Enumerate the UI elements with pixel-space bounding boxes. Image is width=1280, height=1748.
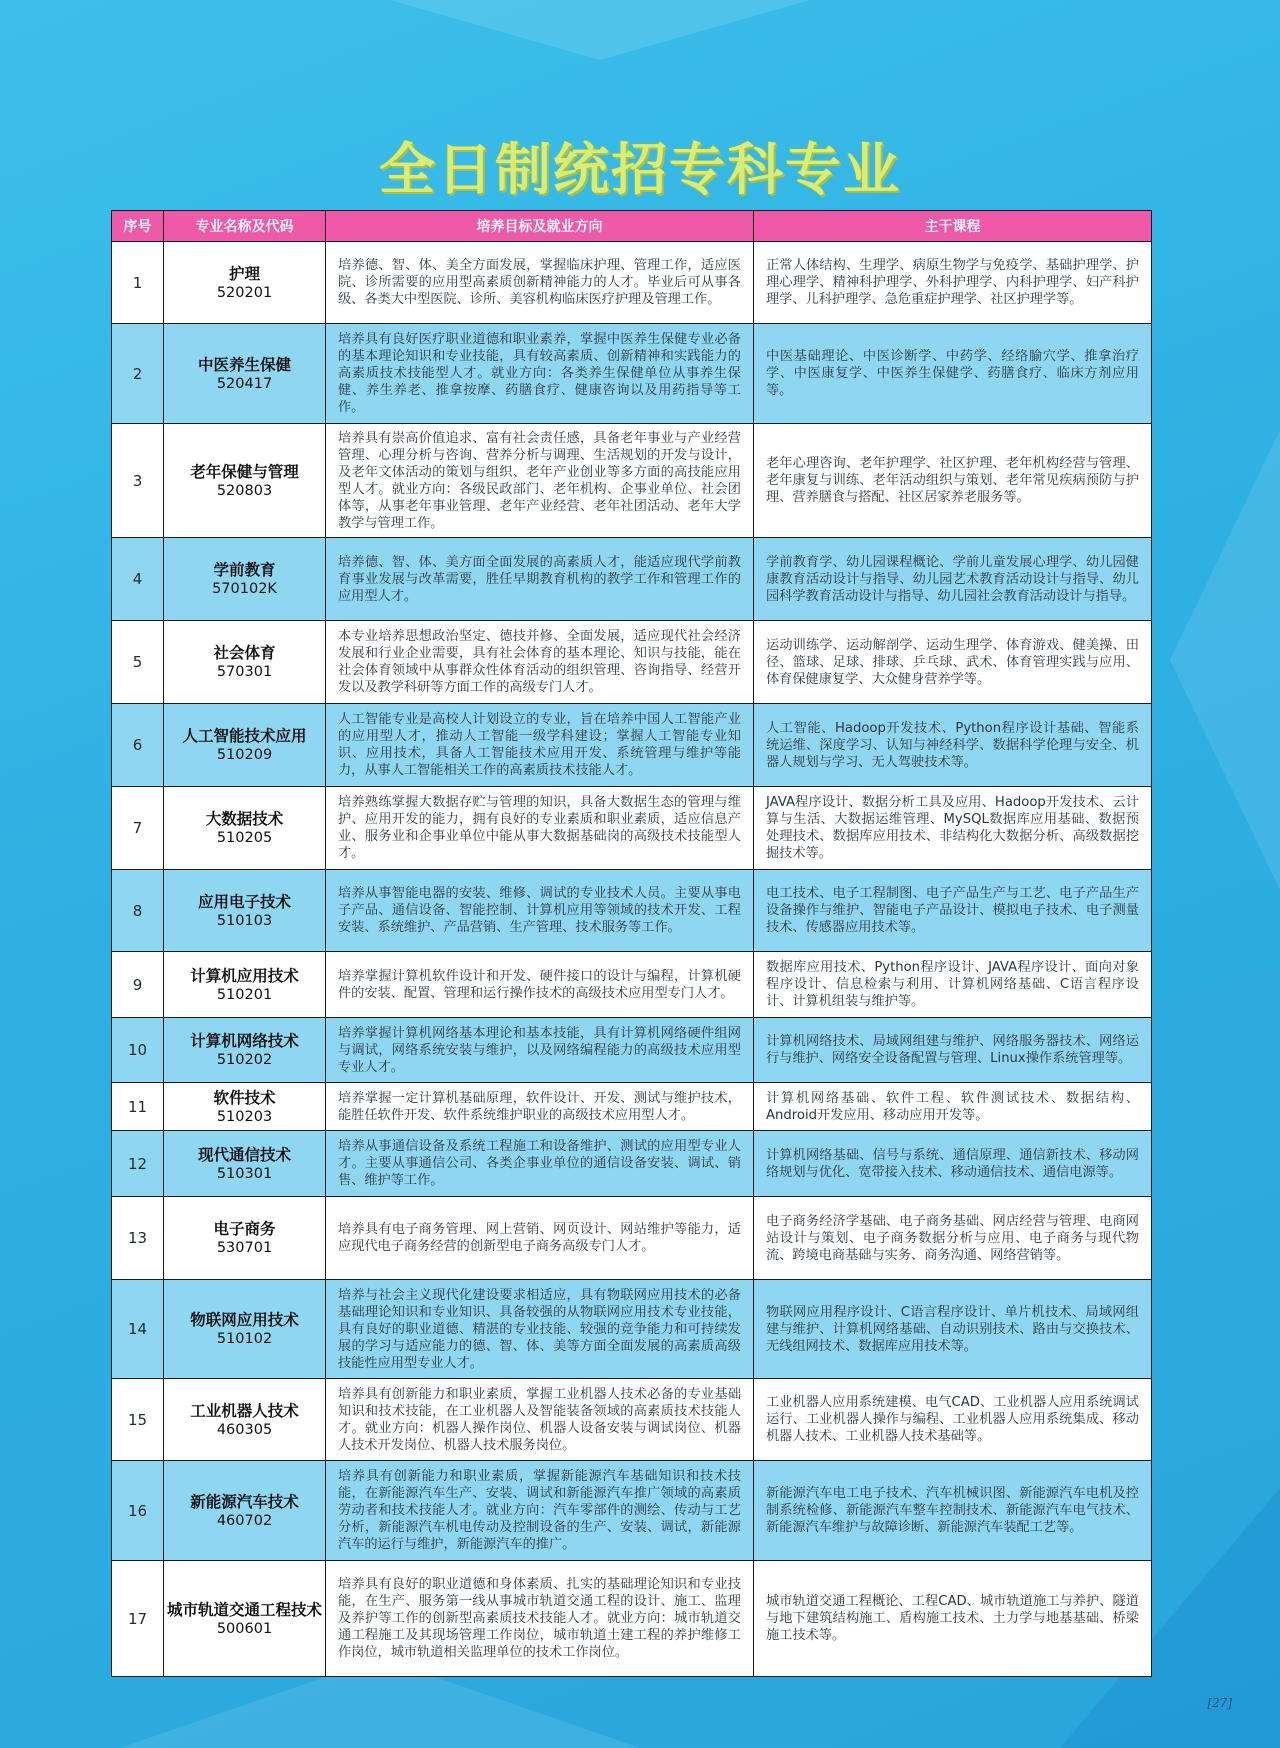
row-index: 1 [112, 242, 164, 324]
table-row [112, 621, 1152, 704]
goals-text: 培养具有崇高价值追求、富有社会责任感，具备老年事业与产业经营管理、心理分析与咨询、营养分析与调理、生活规划的开发与设计，及老年文体活动的策划与组织、老年产业创业等多方面的高技能应用型人才。就业方向：各级民政部门、老年机构、企事业单位、社会团体等，从事老年事业管理、老年产业经营、老年社团活动、老年大学教学与管理工作。 [326, 424, 754, 538]
major-code: 510201 [216, 986, 273, 1003]
goals-text: 培养与社会主义现代化建设要求相适应，具有物联网应用技术的必备基础理论知识和专业知识、具备较强的从物联网应用技术专业技能，具有良好的职业道德、精湛的专业技能、较强的竞争能力和可持续发展的学习与适应能力的德、智、体、美等方面全面发展的高素质高级技能性应用型专业人才。 [326, 1280, 754, 1379]
table-row [112, 787, 1152, 870]
page-title: 全日制统招专科专业 [379, 138, 901, 203]
row-index: 9 [112, 952, 164, 1018]
major-name: 物联网应用技术 [190, 1311, 299, 1329]
table-row [112, 952, 1152, 1018]
row-index: 3 [112, 424, 164, 538]
major-code: 510202 [216, 1052, 273, 1068]
major-name: 城市轨道交通工程技术 [166, 1600, 322, 1619]
table-row [112, 1280, 1152, 1379]
page-number: [27] [1207, 1696, 1232, 1710]
major-cell [164, 621, 326, 704]
goals-text: 培养具有良好的职业道德和身体素质、扎实的基础理论知识和专业技能，在生产、服务第一线从事城市轨道交通工程的设计、施工、监理及养护等工作的创新型高素质技术技能人才。就业方向：城市轨道交通工程施工及其现场管理工作岗位，城市轨道土建工程的养护维修工作岗位，城市轨道相关监理单位的技术工作岗位。 [326, 1561, 754, 1677]
majors-table [111, 210, 1152, 1677]
goals-text: 培养德、智、体、美方面全面发展的高素质人才，能适应现代学前教育事业发展与改革需要，胜任早期教育机构的教学工作和管理工作的应用型人才。 [326, 538, 754, 621]
row-index: 16 [112, 1461, 164, 1561]
table-row [112, 1018, 1152, 1083]
courses-text: 中医基础理论、中医诊断学、中药学、经络腧穴学、推拿治疗学、中医康复学、中医养生保健学、药膳食疗、临床方剂应用等。 [754, 324, 1152, 424]
major-code: 570301 [216, 664, 273, 680]
major-name: 新能源汽车技术 [190, 1492, 299, 1511]
background-decoration [1170, 430, 1280, 890]
major-name: 工业机器人技术 [190, 1401, 299, 1420]
major-name: 人工智能技术应用 [182, 727, 307, 745]
major-cell [164, 787, 326, 870]
courses-text: 数据库应用技术、Python程序设计、JAVA程序设计、面向对象程序设计、信息检索与利用、计算机网络基础、C语言程序设计、计算机组装与维护等。 [754, 952, 1152, 1018]
table-row [112, 538, 1152, 621]
major-code: 460305 [216, 1421, 273, 1438]
courses-text: 新能源汽车电工电子技术、汽车机械识图、新能源汽车电机及控制系统检修、新能源汽车整车控制技术、新能源汽车电气技术、新能源汽车维护与故障诊断、新能源汽车装配工艺等。 [754, 1461, 1152, 1561]
row-index: 11 [112, 1083, 164, 1131]
major-code: 510301 [216, 1165, 273, 1182]
goals-text: 培养具有电子商务管理、网上营销、网页设计、网站维护等能力，适应现代电子商务经营的创新型电子商务高级专门人才。 [326, 1197, 754, 1280]
major-cell [164, 1561, 326, 1677]
goals-text: 培养掌握一定计算机基础原理，软件设计、开发、测试与维护技术，能胜任软件开发、软件系统维护职业的高级技术应用型人才。 [326, 1083, 754, 1131]
table-row [112, 704, 1152, 787]
table-row [112, 870, 1152, 952]
major-cell [164, 1197, 326, 1280]
major-code: 460702 [216, 1512, 273, 1529]
major-name: 电子商务 [213, 1220, 276, 1238]
major-name: 社会体育 [213, 644, 276, 662]
major-cell [164, 1280, 326, 1379]
header-goals: 培养目标及就业方向 [326, 211, 754, 242]
background-decoration [390, 0, 810, 60]
courses-text: 正常人体结构、生理学、病原生物学与免疫学、基础护理学、护理心理学、精神科护理学、外科护理学、内科护理学、妇产科护理学、儿科护理学、急危重症护理学、社区护理学等。 [754, 242, 1152, 324]
row-index: 4 [112, 538, 164, 621]
courses-text: JAVA程序设计、数据分析工具及应用、Hadoop开发技术、云计算与生活、大数据运维管理、MySQL数据库应用基础、数据预处理技术、数据库应用技术、非结构化大数据分析、高级数据挖掘技术等。 [754, 787, 1152, 870]
goals-text: 培养掌握计算机软件设计和开发、硬件接口的设计与编程，计算机硬件的安装、配置、管理和运行操作技术的高级技术应用型专门人才。 [326, 952, 754, 1018]
row-index: 13 [112, 1197, 164, 1280]
goals-text: 培养从事智能电器的安装、维修、调试的专业技术人员。主要从事电子产品、通信设备、智能控制、计算机应用等领域的技术开发、工程安装、系统维护、产品营销、生产管理、技术服务等工作。 [326, 870, 754, 952]
courses-text: 计算机网络基础、软件工程、软件测试技术、数据结构、Android开发应用、移动应用开发等。 [754, 1083, 1152, 1131]
major-code: 510102 [216, 1331, 273, 1347]
courses-text: 电子商务经济学基础、电子商务基础、网店经营与管理、电商网站设计与策划、电子商务数据分析与应用、电子商务与现代物流、跨境电商基础与实务、商务沟通、网络营销等。 [754, 1197, 1152, 1280]
courses-text: 学前教育学、幼儿园课程概论、学前儿童发展心理学、幼儿园健康教育活动设计与指导、幼儿园艺术教育活动设计与指导、幼儿园科学教育活动设计与指导、幼儿园社会教育活动设计与指导。 [754, 538, 1152, 621]
major-name: 中医养生保健 [197, 355, 291, 374]
major-name: 现代通信技术 [197, 1145, 291, 1164]
row-index: 7 [112, 787, 164, 870]
goals-text: 培养熟练掌握大数据存贮与管理的知识，具备大数据生态的管理与维护、应用开发的能力，拥有良好的专业素质和职业素质，适应信息产业、服务业和企事业单位中能从事大数据基础岗的高级技术技能型人才。 [326, 787, 754, 870]
goals-text: 培养具有创新能力和职业素质，掌握工业机器人技术必备的专业基础知识和技术技能，在工业机器人及智能装备领域的高素质技术技能人才。就业方向：机器人操作岗位、机器人设备安装与调试岗位、机器人技术开发岗位、机器人技术服务岗位。 [326, 1379, 754, 1461]
major-cell [164, 1379, 326, 1461]
major-name: 计算机网络技术 [190, 1032, 299, 1050]
table-header-row [112, 211, 1152, 242]
major-code: 510209 [216, 747, 273, 763]
major-name: 护理 [228, 264, 260, 283]
courses-text: 城市轨道交通工程概论、工程CAD、城市轨道施工与养护、隧道与地下建筑结构施工、盾构施工技术、土力学与地基基础、桥梁施工技术等。 [754, 1561, 1152, 1677]
goals-text: 本专业培养思想政治坚定、德技并修、全面发展，适应现代社会经济发展和行业企业需要，具有社会体育的基本理论、知识与技能，能在社会体育领域中从事群众性体育活动的组织管理、咨询指导、经营开发以及教学科研等方面工作的高级专门人才。 [326, 621, 754, 704]
page-number-value: 27 [1212, 1696, 1228, 1710]
major-code: 510205 [216, 830, 273, 846]
row-index: 14 [112, 1280, 164, 1379]
table-row [112, 424, 1152, 538]
major-name: 应用电子技术 [197, 892, 291, 911]
row-index: 10 [112, 1018, 164, 1083]
major-name: 计算机应用技术 [190, 966, 299, 985]
table-row [112, 1379, 1152, 1461]
goals-text: 培养从事通信设备及系统工程施工和设备维护、测试的应用型专业人才。主要从事通信公司、各类企事业单位的通信设备安装、调试、销售、维护等工作。 [326, 1131, 754, 1197]
table-row [112, 1083, 1152, 1131]
row-index: 2 [112, 324, 164, 424]
major-name: 老年保健与管理 [190, 462, 299, 481]
major-name: 学前教育 [213, 561, 276, 579]
header-courses: 主干课程 [754, 211, 1152, 242]
goals-text: 培养德、智、体、美全方面发展，掌握临床护理、管理工作，适应医院、诊所需要的应用型高素质创新精神能力的人才。毕业后可从事各级、各类大中型医院、诊所、美容机构临床医疗护理及管理工作。 [326, 242, 754, 324]
goals-text: 培养掌握计算机网络基本理论和基本技能，具有计算机网络硬件组网与调试，网络系统安装与维护，以及网络编程能力的高级技术应用型专业人才。 [326, 1018, 754, 1083]
major-cell [164, 242, 326, 324]
major-cell [164, 424, 326, 538]
goals-text: 培养具有良好医疗职业道德和职业素养，掌握中医养生保健专业必备的基本理论知识和专业技能，具有较高素质、创新精神和实践能力的高素质技术技能型人才。就业方向：各类养生保健单位从事养生保健、养生养老、推拿按摩、药膳食疗、健康咨询以及用药指导等工作。 [326, 324, 754, 424]
major-cell [164, 1083, 326, 1131]
major-code: 520803 [216, 482, 273, 499]
major-cell [164, 704, 326, 787]
major-cell [164, 1461, 326, 1561]
table-row [112, 242, 1152, 324]
table-row [112, 324, 1152, 424]
courses-text: 运动训练学、运动解剖学、运动生理学、体育游戏、健美操、田径、篮球、足球、排球、乒乓球、武术、体育管理实践与应用、体育保健康复学、大众健身营养学等。 [754, 621, 1152, 704]
major-cell [164, 538, 326, 621]
header-name: 专业名称及代码 [164, 211, 326, 242]
major-code: 510203 [216, 1108, 273, 1125]
major-code: 510103 [216, 912, 273, 929]
courses-text: 计算机网络基础、信号与系统、通信原理、通信新技术、移动网络规划与优化、宽带接入技术、移动通信技术、通信电源等。 [754, 1131, 1152, 1197]
major-code: 520417 [216, 375, 273, 392]
major-code: 530701 [216, 1240, 273, 1256]
goals-text: 培养具有创新能力和职业素质，掌握新能源汽车基础知识和技术技能，在新能源汽车生产、安装、调试和新能源汽车推广领域的高素质劳动者和技术技能人才。就业方向：汽车零部件的测绘、传动与工艺分析，新能源汽车机电传动及控制设备的生产、安装、调试，新能源汽车的运行与维护，新能源汽车的推广。 [326, 1461, 754, 1561]
courses-text: 人工智能、Hadoop开发技术、Python程序设计基础、智能系统运维、深度学习、认知与神经科学、数据科学伦理与安全、机器人规划与学习、无人驾驶技术等。 [754, 704, 1152, 787]
row-index: 6 [112, 704, 164, 787]
major-cell [164, 870, 326, 952]
row-index: 5 [112, 621, 164, 704]
header-index: 序号 [112, 211, 164, 242]
row-index: 12 [112, 1131, 164, 1197]
table-row [112, 1131, 1152, 1197]
courses-text: 工业机器人应用系统建模、电气CAD、工业机器人应用系统调试运行、工业机器人操作与编程、工业机器人应用系统集成、移动机器人技术、工业机器人技术基础等。 [754, 1379, 1152, 1461]
major-cell [164, 324, 326, 424]
major-name: 大数据技术 [205, 810, 284, 828]
goals-text: 人工智能专业是高校人计划设立的专业，旨在培养中国人工智能产业的应用型人才，推动人工智能一级学科建设；掌握人工智能专业知识、应用技术，具备人工智能技术应用开发、系统管理与维护等能力，从事人工智能相关工作的高素质技术技能人才。 [326, 704, 754, 787]
major-cell [164, 1018, 326, 1083]
major-cell [164, 1131, 326, 1197]
courses-text: 老年心理咨询、老年护理学、社区护理、老年机构经营与管理、老年康复与训练、老年活动组织与策划、老年常见疾病预防与护理、营养膳食与搭配、社区居家养老服务等。 [754, 424, 1152, 538]
courses-text: 物联网应用程序设计、C语言程序设计、单片机技术、局域网组建与维护、计算机网络基础、自动识别技术、路由与交换技术、无线组网技术、数据库应用技术等。 [754, 1280, 1152, 1379]
courses-text: 电工技术、电子工程制图、电子产品生产与工艺、电子产品生产设备操作与维护、智能电子产品设计、模拟电子技术、电子测量技术、传感器应用技术等。 [754, 870, 1152, 952]
major-code: 520201 [216, 284, 273, 301]
courses-text: 计算机网络技术、局域网组建与维护、网络服务器技术、网络运行与维护、网络安全设备配置与管理、Linux操作系统管理等。 [754, 1018, 1152, 1083]
row-index: 17 [112, 1561, 164, 1677]
row-index: 15 [112, 1379, 164, 1461]
table-row [112, 1461, 1152, 1561]
table-row [112, 1197, 1152, 1280]
table-row [112, 1561, 1152, 1677]
major-cell [164, 952, 326, 1018]
major-code: 500601 [216, 1620, 273, 1637]
row-index: 8 [112, 870, 164, 952]
major-name: 软件技术 [213, 1088, 276, 1107]
major-code: 570102K [212, 581, 277, 597]
